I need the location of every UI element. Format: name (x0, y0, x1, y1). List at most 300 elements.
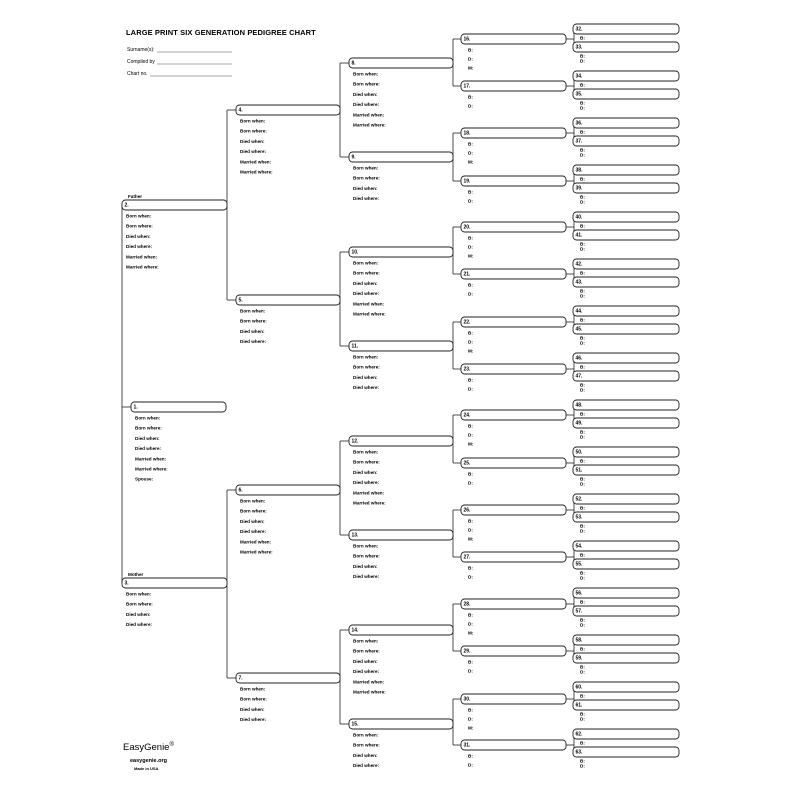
detail-b-label: B: (468, 423, 473, 429)
person-18-name-box[interactable] (461, 128, 566, 138)
person-35-name-box[interactable] (573, 89, 679, 99)
person-number: 32. (575, 26, 583, 33)
person-7-name-box[interactable] (236, 673, 340, 683)
person-31[interactable] (461, 740, 566, 768)
detail-died-where-label: Died where: (353, 763, 380, 769)
compiled-by-label: Compiled by (127, 59, 155, 65)
person-11[interactable] (349, 341, 453, 390)
detail-d-label: D: (468, 291, 473, 297)
person-number: 29. (463, 648, 471, 655)
detail-born-where-label: Born where: (240, 318, 267, 324)
person-number: 28. (463, 601, 471, 608)
detail-b-label: B: (580, 35, 585, 41)
person-57[interactable] (573, 606, 679, 628)
person-number: 63. (575, 749, 583, 756)
detail-d-label: D: (580, 340, 585, 346)
detail-born-where-label: Born where: (240, 128, 267, 134)
detail-b-label: B: (580, 53, 585, 59)
detail-b-label: B: (468, 753, 473, 759)
detail-m-label: M: (468, 536, 474, 542)
person-19[interactable] (461, 176, 566, 204)
person-35[interactable] (573, 89, 679, 111)
person-number: 53. (575, 514, 583, 521)
detail-died-when-label: Died when: (240, 138, 265, 144)
person-number: 48. (575, 402, 583, 409)
detail-died-when-label: Died when: (353, 91, 378, 97)
person-12[interactable] (349, 436, 453, 506)
person-number: 18. (463, 130, 471, 137)
detail-d-label: D: (580, 387, 585, 393)
detail-born-when-label: Born when: (126, 591, 152, 597)
detail-d-label: D: (468, 432, 473, 438)
person-37[interactable] (573, 136, 679, 158)
detail-b-label: B: (580, 194, 585, 200)
person-4[interactable] (236, 105, 340, 175)
person-number: 25. (463, 460, 471, 467)
person-21-name-box[interactable] (461, 269, 566, 279)
detail-b-label: B: (468, 659, 473, 665)
person-22-name-box[interactable] (461, 317, 566, 327)
person-33-name-box[interactable] (573, 42, 679, 52)
person-38-name-box[interactable] (573, 165, 679, 175)
person-number: 30. (463, 696, 471, 703)
detail-born-when-label: Born when: (353, 260, 379, 266)
person-16[interactable] (461, 34, 566, 71)
person-26-name-box[interactable] (461, 505, 566, 515)
person-24[interactable] (461, 410, 566, 447)
person-number: 51. (575, 467, 583, 474)
detail-died-when-label: Died when: (135, 435, 160, 441)
detail-d-label: D: (580, 481, 585, 487)
detail-died-when-label: Died when: (353, 658, 378, 664)
detail-d-label: D: (468, 574, 473, 580)
person-32-name-box[interactable] (573, 24, 679, 34)
detail-b-label: B: (580, 505, 585, 511)
person-number: 36. (575, 120, 583, 127)
person-46-name-box[interactable] (573, 353, 679, 363)
detail-married-when-label: Married when: (353, 679, 385, 685)
detail-born-when-label: Born when: (240, 686, 266, 692)
detail-b-label: B: (580, 411, 585, 417)
person-45[interactable] (573, 324, 679, 346)
person-number: 60. (575, 684, 583, 691)
detail-married-where-label: Married where: (240, 549, 273, 555)
person-15[interactable] (349, 719, 453, 768)
person-50-name-box[interactable] (573, 447, 679, 457)
person-7[interactable] (236, 673, 340, 722)
detail-died-where-label: Died where: (353, 196, 380, 202)
detail-d-label: D: (468, 198, 473, 204)
person-42-name-box[interactable] (573, 259, 679, 269)
person-24-name-box[interactable] (461, 410, 566, 420)
person-57-name-box[interactable] (573, 606, 679, 616)
detail-died-where-label: Died where: (240, 717, 267, 723)
person-27[interactable] (461, 552, 566, 580)
detail-b-label: B: (580, 476, 585, 482)
person-17[interactable] (461, 81, 566, 109)
person-number: 7. (238, 675, 243, 682)
detail-married-where-label: Married where: (135, 466, 168, 472)
person-10[interactable] (349, 247, 453, 317)
detail-born-when-label: Born when: (240, 118, 266, 124)
person-number: 47. (575, 373, 583, 380)
detail-born-where-label: Born where: (353, 270, 380, 276)
person-17-name-box[interactable] (461, 81, 566, 91)
person-number: 15. (351, 721, 359, 728)
person-number: 8. (351, 60, 356, 67)
person-number: 24. (463, 412, 471, 419)
person-number: 34. (575, 73, 583, 80)
person-47[interactable] (573, 371, 679, 393)
person-59[interactable] (573, 653, 679, 675)
person-39[interactable] (573, 183, 679, 205)
detail-b-label: B: (580, 382, 585, 388)
detail-m-label: M: (468, 725, 474, 731)
person-43[interactable] (573, 277, 679, 299)
mother-label: Mother (128, 572, 144, 577)
detail-b-label: B: (580, 523, 585, 529)
detail-married-when-label: Married when: (353, 112, 385, 118)
detail-b-label: B: (468, 282, 473, 288)
person-36-name-box[interactable] (573, 118, 679, 128)
person-number: 38. (575, 167, 583, 174)
detail-d-label: D: (580, 669, 585, 675)
detail-b-label: B: (468, 565, 473, 571)
detail-b-label: B: (580, 176, 585, 182)
detail-b-label: B: (580, 570, 585, 576)
detail-b-label: B: (580, 552, 585, 558)
person-25[interactable] (461, 458, 566, 486)
person-number: 50. (575, 449, 583, 456)
detail-born-when-label: Born when: (353, 71, 379, 77)
person-28[interactable] (461, 599, 566, 636)
person-number: 31. (463, 742, 471, 749)
made-in-usa: Made in USA (134, 766, 159, 771)
detail-born-where-label: Born where: (353, 364, 380, 370)
detail-died-when-label: Died when: (353, 374, 378, 380)
person-53[interactable] (573, 512, 679, 534)
person-62-name-box[interactable] (573, 729, 679, 739)
person-14[interactable] (349, 625, 453, 695)
detail-b-label: B: (468, 330, 473, 336)
person-23[interactable] (461, 364, 566, 392)
detail-d-label: D: (468, 150, 473, 156)
person-number: 57. (575, 608, 583, 615)
detail-died-where-label: Died where: (126, 244, 153, 250)
person-1[interactable] (131, 402, 226, 482)
person-41[interactable] (573, 230, 679, 252)
person-45-name-box[interactable] (573, 324, 679, 334)
person-number: 52. (575, 496, 583, 503)
detail-married-where-label: Married where: (353, 689, 386, 695)
person-16-name-box[interactable] (461, 34, 566, 44)
person-53-name-box[interactable] (573, 512, 679, 522)
person-13[interactable] (349, 530, 453, 579)
detail-born-when-label: Born when: (353, 449, 379, 455)
person-61[interactable] (573, 700, 679, 722)
detail-born-where-label: Born where: (353, 742, 380, 748)
person-49-name-box[interactable] (573, 418, 679, 428)
detail-b-label: B: (580, 458, 585, 464)
person-33[interactable] (573, 42, 679, 64)
person-29[interactable] (461, 646, 566, 674)
detail-born-where-label: Born where: (353, 175, 380, 181)
detail-born-where-label: Born where: (353, 459, 380, 465)
detail-married-where-label: Married where: (240, 169, 273, 175)
detail-m-label: M: (468, 253, 474, 259)
person-2-name-box[interactable] (122, 200, 227, 210)
person-number: 17. (463, 83, 471, 90)
person-number: 49. (575, 420, 583, 427)
person-3-name-box[interactable] (122, 578, 227, 588)
person-26[interactable] (461, 505, 566, 542)
detail-married-when-label: Married when: (353, 490, 385, 496)
detail-died-where-label: Died where: (240, 149, 267, 155)
detail-d-label: D: (468, 668, 473, 674)
person-47-name-box[interactable] (573, 371, 679, 381)
detail-b-label: B: (468, 471, 473, 477)
person-9[interactable] (349, 152, 453, 201)
person-8[interactable] (349, 58, 453, 128)
detail-d-label: D: (468, 339, 473, 345)
person-2[interactable] (122, 200, 227, 270)
detail-b-label: B: (468, 235, 473, 241)
person-number: 3. (124, 580, 129, 587)
detail-b-label: B: (580, 646, 585, 652)
detail-born-where-label: Born where: (240, 696, 267, 702)
detail-married-when-label: Married when: (135, 456, 167, 462)
detail-married-where-label: Married where: (353, 122, 386, 128)
person-54-name-box[interactable] (573, 541, 679, 551)
detail-b-label: B: (580, 82, 585, 88)
person-number: 39. (575, 185, 583, 192)
person-5-name-box[interactable] (236, 295, 340, 305)
detail-b-label: B: (580, 100, 585, 106)
detail-died-where-label: Died where: (135, 446, 162, 452)
person-63-name-box[interactable] (573, 747, 679, 757)
person-number: 54. (575, 543, 583, 550)
detail-born-when-label: Born when: (240, 498, 266, 504)
detail-b-label: B: (580, 693, 585, 699)
person-25-name-box[interactable] (461, 458, 566, 468)
detail-died-when-label: Died when: (240, 518, 265, 524)
person-6[interactable] (236, 485, 340, 555)
detail-m-label: M: (468, 159, 474, 165)
detail-b-label: B: (468, 377, 473, 383)
detail-died-where-label: Died where: (353, 574, 380, 580)
detail-died-where-label: Died where: (353, 385, 380, 391)
detail-b-label: B: (468, 94, 473, 100)
person-28-name-box[interactable] (461, 599, 566, 609)
person-number: 19. (463, 178, 471, 185)
person-34-name-box[interactable] (573, 71, 679, 81)
person-63[interactable] (573, 747, 679, 769)
detail-died-where-label: Died where: (240, 339, 267, 345)
person-52-name-box[interactable] (573, 494, 679, 504)
detail-d-label: D: (580, 716, 585, 722)
detail-d-label: D: (580, 152, 585, 158)
detail-d-label: D: (468, 103, 473, 109)
detail-b-label: B: (580, 711, 585, 717)
chart-no-label: Chart no. (127, 71, 148, 77)
person-49[interactable] (573, 418, 679, 440)
detail-died-where-label: Died where: (353, 669, 380, 675)
detail-d-label: D: (468, 621, 473, 627)
person-number: 56. (575, 590, 583, 597)
person-51[interactable] (573, 465, 679, 487)
detail-died-when-label: Died when: (353, 185, 378, 191)
detail-d-label: D: (468, 244, 473, 250)
detail-born-where-label: Born where: (126, 223, 153, 229)
detail-born-where-label: Born where: (240, 508, 267, 514)
person-number: 9. (351, 154, 356, 161)
person-59-name-box[interactable] (573, 653, 679, 663)
detail-died-when-label: Died when: (240, 706, 265, 712)
person-37-name-box[interactable] (573, 136, 679, 146)
person-number: 37. (575, 138, 583, 145)
person-number: 55. (575, 561, 583, 568)
detail-b-label: B: (580, 364, 585, 370)
person-number: 61. (575, 702, 583, 709)
detail-died-where-label: Died where: (353, 291, 380, 297)
detail-b-label: B: (580, 270, 585, 276)
detail-d-label: D: (580, 528, 585, 534)
person-30-name-box[interactable] (461, 694, 566, 704)
detail-married-when-label: Married when: (240, 159, 272, 165)
person-number: 45. (575, 326, 583, 333)
person-number: 5. (238, 297, 243, 304)
person-13-name-box[interactable] (349, 530, 453, 540)
person-number: 33. (575, 44, 583, 51)
person-39-name-box[interactable] (573, 183, 679, 193)
person-4-name-box[interactable] (236, 105, 340, 115)
detail-m-label: M: (468, 441, 474, 447)
person-number: 40. (575, 214, 583, 221)
detail-married-when-label: Married when: (240, 539, 272, 545)
person-9-name-box[interactable] (349, 152, 453, 162)
pedigree-tree (122, 24, 679, 769)
person-14-name-box[interactable] (349, 625, 453, 635)
person-5[interactable] (236, 295, 340, 344)
person-29-name-box[interactable] (461, 646, 566, 656)
detail-born-when-label: Born when: (353, 354, 379, 360)
detail-married-when-label: Married when: (353, 301, 385, 307)
person-18[interactable] (461, 128, 566, 165)
person-27-name-box[interactable] (461, 552, 566, 562)
detail-b-label: B: (580, 223, 585, 229)
detail-b-label: B: (580, 617, 585, 623)
person-21[interactable] (461, 269, 566, 297)
person-11-name-box[interactable] (349, 341, 453, 351)
detail-b-label: B: (468, 47, 473, 53)
person-30[interactable] (461, 694, 566, 731)
person-8-name-box[interactable] (349, 58, 453, 68)
detail-died-when-label: Died when: (126, 233, 151, 239)
person-43-name-box[interactable] (573, 277, 679, 287)
person-3[interactable] (122, 578, 227, 627)
person-number: 43. (575, 279, 583, 286)
person-41-name-box[interactable] (573, 230, 679, 240)
detail-died-when-label: Died when: (353, 752, 378, 758)
person-51-name-box[interactable] (573, 465, 679, 475)
detail-spouse-label: Spouse: (135, 476, 154, 482)
person-6-name-box[interactable] (236, 485, 340, 495)
detail-d-label: D: (580, 105, 585, 111)
detail-married-where-label: Married where: (353, 311, 386, 317)
detail-d-label: D: (580, 763, 585, 769)
person-44-name-box[interactable] (573, 306, 679, 316)
detail-d-label: D: (468, 716, 473, 722)
detail-born-where-label: Born where: (126, 601, 153, 607)
detail-d-label: D: (580, 58, 585, 64)
detail-b-label: B: (580, 147, 585, 153)
detail-married-when-label: Married when: (126, 254, 158, 260)
person-60-name-box[interactable] (573, 682, 679, 692)
person-56-name-box[interactable] (573, 588, 679, 598)
detail-died-where-label: Died where: (126, 622, 153, 628)
chart-title: LARGE PRINT SIX GENERATION PEDIGREE CHART (126, 28, 316, 37)
person-23-name-box[interactable] (461, 364, 566, 374)
person-15-name-box[interactable] (349, 719, 453, 729)
person-12-name-box[interactable] (349, 436, 453, 446)
person-20-name-box[interactable] (461, 222, 566, 232)
detail-m-label: M: (468, 65, 474, 71)
person-55-name-box[interactable] (573, 559, 679, 569)
person-number: 13. (351, 532, 359, 539)
detail-b-label: B: (580, 664, 585, 670)
person-58-name-box[interactable] (573, 635, 679, 645)
person-number: 21. (463, 271, 471, 278)
detail-born-when-label: Born when: (135, 415, 161, 421)
person-48-name-box[interactable] (573, 400, 679, 410)
person-number: 59. (575, 655, 583, 662)
detail-born-when-label: Born when: (126, 213, 152, 219)
detail-b-label: B: (468, 707, 473, 713)
detail-d-label: D: (580, 199, 585, 205)
detail-d-label: D: (580, 622, 585, 628)
person-22[interactable] (461, 317, 566, 354)
person-31-name-box[interactable] (461, 740, 566, 750)
person-number: 23. (463, 366, 471, 373)
person-number: 42. (575, 261, 583, 268)
detail-d-label: D: (468, 480, 473, 486)
person-number: 58. (575, 637, 583, 644)
person-number: 22. (463, 319, 471, 326)
detail-married-where-label: Married where: (126, 264, 159, 270)
brand-logo-text: EasyGenie® (123, 742, 174, 753)
detail-d-label: D: (468, 527, 473, 533)
person-40-name-box[interactable] (573, 212, 679, 222)
detail-b-label: B: (580, 335, 585, 341)
person-10-name-box[interactable] (349, 247, 453, 257)
person-61-name-box[interactable] (573, 700, 679, 710)
person-20[interactable] (461, 222, 566, 259)
detail-b-label: B: (468, 189, 473, 195)
father-label: Father (128, 194, 143, 199)
detail-b-label: B: (468, 518, 473, 524)
person-19-name-box[interactable] (461, 176, 566, 186)
person-1-name-box[interactable] (131, 402, 226, 412)
person-55[interactable] (573, 559, 679, 581)
detail-died-where-label: Died where: (353, 102, 380, 108)
person-number: 12. (351, 438, 359, 445)
detail-b-label: B: (580, 599, 585, 605)
person-number: 46. (575, 355, 583, 362)
detail-married-where-label: Married where: (353, 500, 386, 506)
detail-d-label: D: (580, 575, 585, 581)
detail-b-label: B: (468, 612, 473, 618)
detail-died-when-label: Died when: (240, 328, 265, 334)
